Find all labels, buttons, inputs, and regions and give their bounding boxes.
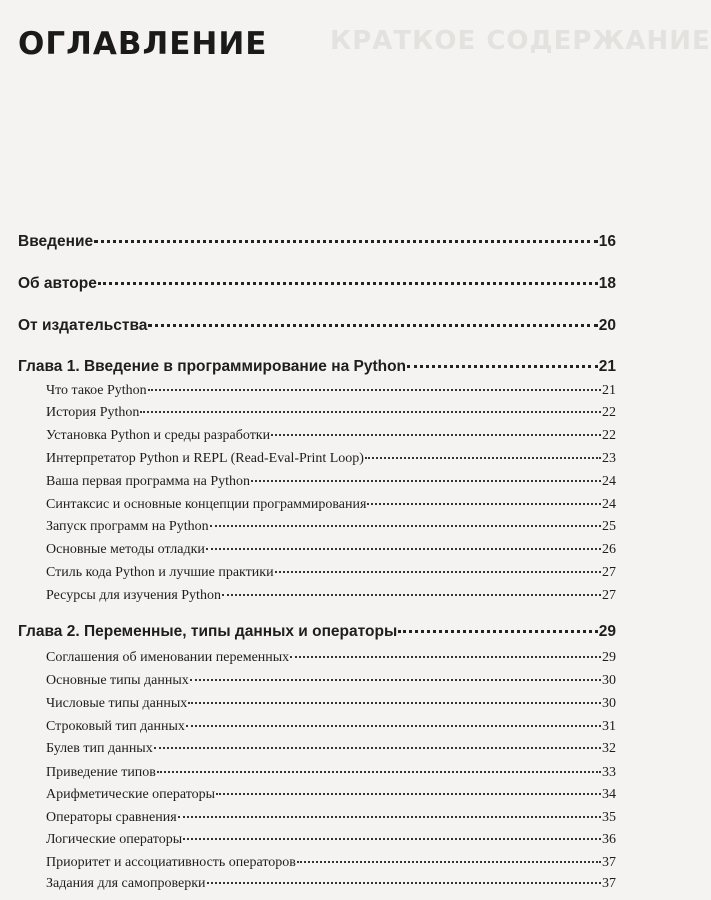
- toc-subentry[interactable]: [46, 405, 616, 421]
- toc-page-number: 26: [602, 542, 616, 557]
- toc-subentry[interactable]: [46, 810, 616, 826]
- toc-label: Приведение типов: [46, 765, 156, 780]
- toc-page-number: 24: [602, 474, 616, 489]
- dot-leader: [140, 411, 601, 413]
- toc-subentry[interactable]: [46, 876, 616, 892]
- dot-leader: [222, 594, 601, 596]
- dot-leader: [207, 882, 601, 884]
- dot-leader: [148, 324, 597, 327]
- dot-leader: [407, 365, 598, 368]
- toc-label: Приоритет и ассоциативность операторов: [46, 855, 296, 870]
- dot-leader: [290, 656, 601, 658]
- dot-leader: [210, 525, 601, 527]
- toc-label: Строковый тип данных: [46, 719, 185, 734]
- toc-subentry[interactable]: [46, 855, 616, 871]
- toc-subentry[interactable]: [46, 719, 616, 735]
- toc-chapter-1[interactable]: [18, 358, 616, 376]
- dot-leader: [275, 571, 601, 573]
- toc-label: История Python: [46, 405, 140, 420]
- toc-label: Стиль кода Python и лучшие практики: [46, 565, 274, 580]
- toc-label: Арифметические операторы: [46, 787, 216, 802]
- toc-page-number: 29: [598, 623, 616, 640]
- toc-page-number: 31: [602, 719, 616, 734]
- dot-leader: [94, 240, 598, 243]
- toc-label: Введение: [18, 233, 94, 250]
- toc-label: Об авторе: [18, 275, 97, 292]
- toc-subentry[interactable]: [46, 588, 616, 604]
- toc-label: Основные методы отладки: [46, 542, 205, 557]
- toc-subentry[interactable]: [46, 519, 616, 535]
- toc-label: Логические операторы: [46, 832, 183, 847]
- toc-subentry[interactable]: [46, 787, 616, 803]
- toc-label: Ваша первая программа на Python: [46, 474, 250, 489]
- toc-label: Глава 2. Переменные, типы данных и операторы: [18, 623, 398, 640]
- dot-leader: [297, 861, 601, 863]
- dot-leader: [206, 548, 601, 550]
- toc-subentry[interactable]: [46, 497, 616, 513]
- toc-page-number: 21: [602, 383, 616, 398]
- toc-page-number: 24: [602, 497, 616, 512]
- toc-subentry[interactable]: [46, 832, 616, 848]
- dot-leader: [216, 793, 601, 795]
- toc-page-number: 22: [602, 405, 616, 420]
- dot-leader: [271, 434, 601, 436]
- dot-leader: [157, 771, 601, 773]
- toc-subentry[interactable]: [46, 650, 616, 666]
- toc-label: Ресурсы для изучения Python: [46, 588, 221, 603]
- toc-subentry[interactable]: [46, 428, 616, 444]
- toc-label: Синтаксис и основные концепции программирования: [46, 497, 367, 512]
- toc-page-number: 20: [598, 317, 616, 334]
- dot-leader: [186, 725, 601, 727]
- toc-label: Операторы сравнения: [46, 810, 177, 825]
- dot-leader: [190, 679, 601, 681]
- toc-page-number: 35: [602, 810, 616, 825]
- toc-page-number: 34: [602, 787, 616, 802]
- toc-label: Интерпретатор Python и REPL (Read-Eval-Print Loop): [46, 451, 364, 466]
- toc-label: От издательства: [18, 317, 148, 334]
- toc-label: Числовые типы данных: [46, 696, 188, 711]
- toc-label: Задания для самопроверки: [46, 876, 206, 891]
- toc-label: Что такое Python: [46, 383, 147, 398]
- toc-page-number: 32: [602, 741, 616, 756]
- toc-label: Глава 1. Введение в программирование на Python: [18, 358, 407, 375]
- toc-page-number: 21: [598, 358, 616, 375]
- toc-page-number: 29: [602, 650, 616, 665]
- page-title: ОГЛАВЛЕНИЕ: [18, 26, 268, 62]
- toc-chapter-2[interactable]: [18, 623, 616, 641]
- toc-page-number: 30: [602, 673, 616, 688]
- dot-leader: [178, 816, 601, 818]
- toc-subentry[interactable]: [46, 673, 616, 689]
- toc-subentry[interactable]: [46, 765, 616, 781]
- dot-leader: [183, 838, 601, 840]
- toc-entry-publisher[interactable]: [18, 317, 616, 335]
- toc-label: Запуск программ на Python: [46, 519, 209, 534]
- toc-page-number: 27: [602, 588, 616, 603]
- bleed-through-text: КРАТКОЕ СОДЕРЖАНИЕ: [330, 26, 711, 56]
- dot-leader: [365, 457, 601, 459]
- dot-leader: [154, 747, 601, 749]
- toc-page-number: 22: [602, 428, 616, 443]
- toc-subentry[interactable]: [46, 696, 616, 712]
- dot-leader: [398, 630, 598, 633]
- dot-leader: [148, 389, 601, 391]
- dot-leader: [188, 702, 601, 704]
- toc-page-number: 16: [598, 233, 616, 250]
- dot-leader: [251, 480, 601, 482]
- toc-page-number: 27: [602, 565, 616, 580]
- toc-page-number: 18: [598, 275, 616, 292]
- toc-page-number: 23: [602, 451, 616, 466]
- toc-subentry[interactable]: [46, 451, 616, 467]
- toc-page-number: 37: [602, 855, 616, 870]
- dot-leader: [367, 503, 601, 505]
- toc-page-number: 25: [602, 519, 616, 534]
- toc-entry-intro[interactable]: [18, 233, 616, 251]
- toc-page-number: 33: [602, 765, 616, 780]
- toc-label: Соглашения об именовании переменных: [46, 650, 290, 665]
- toc-entry-about[interactable]: [18, 275, 616, 293]
- toc-page-number: 37: [602, 876, 616, 891]
- toc-label: Основные типы данных: [46, 673, 189, 688]
- toc-page-number: 30: [602, 696, 616, 711]
- toc-subentry[interactable]: [46, 565, 616, 581]
- toc-subentry[interactable]: [46, 474, 616, 490]
- toc-subentry[interactable]: [46, 741, 616, 757]
- toc-label: Установка Python и среды разработки: [46, 428, 271, 443]
- toc-page-number: 36: [602, 832, 616, 847]
- toc-label: Булев тип данных: [46, 741, 153, 756]
- dot-leader: [98, 282, 598, 285]
- toc-subentry[interactable]: [46, 542, 616, 558]
- toc-subentry[interactable]: [46, 383, 616, 399]
